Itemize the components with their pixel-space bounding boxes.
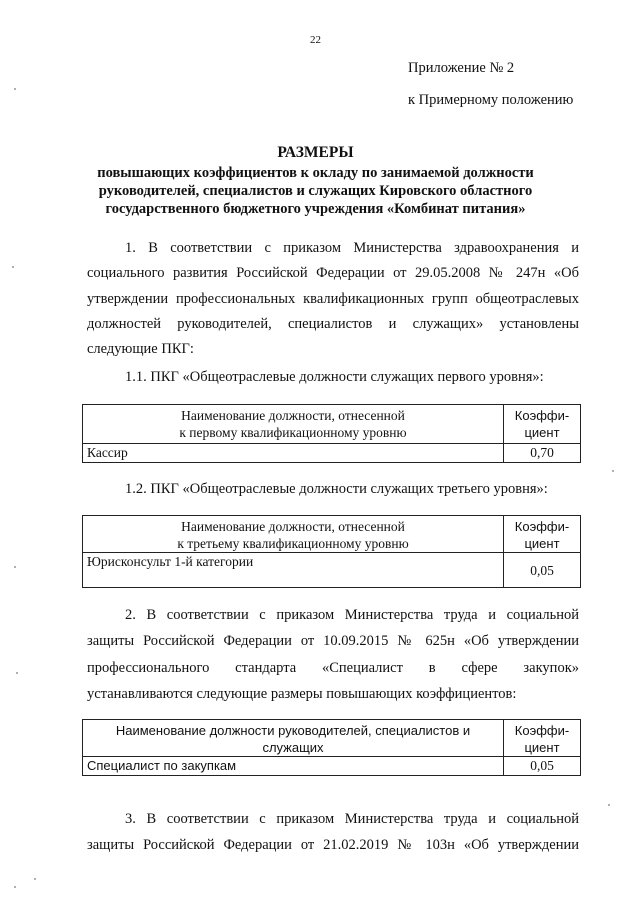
header-line: циент: [524, 740, 560, 755]
section-1-line-5: следующие ПКГ:: [87, 341, 194, 357]
scan-speck: [612, 470, 614, 472]
header-line: циент: [524, 536, 560, 551]
column-header-position: [83, 405, 504, 444]
section-1-line-3: утверждении профессиональных квалификационных групп общеотраслевых: [87, 291, 579, 307]
scan-speck: [14, 88, 16, 90]
column-header-position: [83, 516, 504, 553]
column-header-coefficient: [504, 405, 581, 444]
header-line: служащих: [262, 740, 324, 755]
table-procurement: [82, 719, 581, 776]
position-name: Кассир: [83, 444, 504, 463]
header-line: Наименование должности руководителей, специалистов и: [115, 723, 471, 738]
header-line: к третьему квалификационному уровню: [177, 536, 409, 551]
position-name: Специалист по закупкам: [83, 757, 504, 776]
section-3-line-2: защиты Российской Федерации от 21.02.2019 № 103н «Об утверждении: [87, 837, 579, 853]
table-header-row: [83, 516, 581, 553]
column-header-position: [83, 720, 504, 757]
section-1-line-2: социального развития Российской Федерации от 29.05.2008 № 247н «Об: [87, 265, 579, 281]
appendix-reference: к Примерному положению: [408, 92, 574, 108]
section-2-line-1: 2. В соответствии с приказом Министерства труда и социальной: [125, 607, 579, 623]
document-subtitle-line-1: повышающих коэффициентов к окладу по занимаемой должности: [97, 165, 534, 181]
table-row: [83, 553, 581, 588]
section-2-line-2: защиты Российской Федерации от 10.09.2015 № 625н «Об утверждении: [87, 633, 579, 649]
header-line: Наименование должности, отнесенной: [181, 519, 405, 534]
section-1-line-1: 1. В соответствии с приказом Министерства здравоохранения и: [125, 240, 579, 256]
coefficient-value: 0,05: [504, 553, 581, 588]
table-row: [83, 444, 581, 463]
document-subtitle-line-2: руководителей, специалистов и служащих Кировского областного: [98, 183, 533, 199]
scan-speck: [608, 804, 610, 806]
header-line: Коэффи-: [514, 723, 570, 738]
section-2-line-3: профессионального стандарта «Специалист в сфере закупок»: [87, 660, 579, 676]
document-subtitle-line-3: государственного бюджетного учреждения «Комбинат питания»: [105, 201, 526, 217]
column-header-coefficient: [504, 516, 581, 553]
document-heading: РАЗМЕРЫ: [277, 144, 354, 161]
header-line: Коэффи-: [514, 519, 570, 534]
position-name: Юрисконсульт 1-й категории: [83, 553, 504, 588]
header-line: к первому квалификационному уровню: [179, 425, 407, 440]
table-pkg-third-level: [82, 515, 581, 588]
header-line: циент: [524, 425, 560, 440]
scan-speck: [16, 672, 18, 674]
section-1-line-4: должностей руководителей, специалистов и служащих» установлены: [87, 316, 579, 332]
scan-speck: [14, 566, 16, 568]
section-1-2-heading: 1.2. ПКГ «Общеотраслевые должности служащих третьего уровня»:: [125, 481, 548, 497]
section-2-line-4: устанавливаются следующие размеры повышающих коэффициентов:: [87, 686, 517, 702]
section-3-line-1: 3. В соответствии с приказом Министерства труда и социальной: [125, 811, 579, 827]
column-header-coefficient: [504, 720, 581, 757]
table-pkg-first-level: [82, 404, 581, 463]
appendix-label: Приложение № 2: [408, 60, 515, 76]
coefficient-value: 0,70: [504, 444, 581, 463]
table-header-row: [83, 720, 581, 757]
scan-speck: [34, 878, 36, 880]
scan-speck: [14, 886, 16, 888]
header-line: Наименование должности, отнесенной: [181, 408, 405, 423]
header-line: Коэффи-: [514, 408, 570, 423]
coefficient-value: 0,05: [504, 757, 581, 776]
table-header-row: [83, 405, 581, 444]
section-1-1-heading: 1.1. ПКГ «Общеотраслевые должности служащих первого уровня»:: [125, 369, 544, 385]
page-number: 22: [310, 34, 321, 46]
scan-speck: [12, 266, 14, 268]
table-row: [83, 757, 581, 776]
